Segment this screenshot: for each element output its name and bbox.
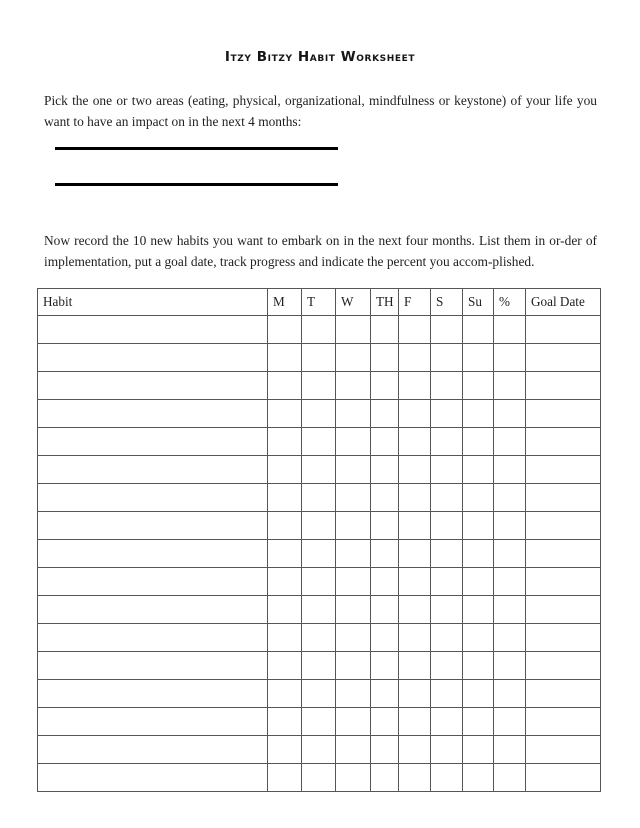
cell-goal-date[interactable] <box>526 680 601 708</box>
column-header-monday: M <box>268 289 302 316</box>
cell-saturday[interactable] <box>431 596 463 624</box>
column-header-habit: Habit <box>38 289 268 316</box>
table-row <box>38 596 601 624</box>
cell-goal-date[interactable] <box>526 428 601 456</box>
cell-tuesday[interactable] <box>302 344 336 372</box>
habit-table-body <box>38 316 601 792</box>
cell-tuesday[interactable] <box>302 736 336 764</box>
cell-habit[interactable] <box>38 428 268 456</box>
cell-monday[interactable] <box>268 400 302 428</box>
cell-monday[interactable] <box>268 764 302 792</box>
table-row <box>38 316 601 344</box>
instruction-paragraph: Now record the 10 new habits you want to embark on in the next four months. List them in or-der of implementation, put a goal date, track progress and indicate the percent you accom-plished. <box>44 233 597 269</box>
table-row <box>38 400 601 428</box>
cell-goal-date[interactable] <box>526 652 601 680</box>
cell-percent[interactable] <box>494 708 526 736</box>
cell-wednesday[interactable] <box>336 428 371 456</box>
cell-tuesday[interactable] <box>302 372 336 400</box>
cell-friday[interactable] <box>399 680 431 708</box>
cell-habit[interactable] <box>38 652 268 680</box>
cell-percent[interactable] <box>494 680 526 708</box>
cell-thursday[interactable] <box>371 512 399 540</box>
cell-thursday[interactable] <box>371 540 399 568</box>
table-row <box>38 344 601 372</box>
cell-tuesday[interactable] <box>302 400 336 428</box>
habit-table <box>37 288 601 792</box>
cell-monday[interactable] <box>268 316 302 344</box>
cell-sunday[interactable] <box>463 484 494 512</box>
cell-percent[interactable] <box>494 484 526 512</box>
cell-friday[interactable] <box>399 428 431 456</box>
table-row <box>38 624 601 652</box>
cell-friday[interactable] <box>399 400 431 428</box>
cell-tuesday[interactable] <box>302 596 336 624</box>
cell-goal-date[interactable] <box>526 736 601 764</box>
cell-habit[interactable] <box>38 596 268 624</box>
cell-wednesday[interactable] <box>336 400 371 428</box>
table-row <box>38 456 601 484</box>
cell-goal-date[interactable] <box>526 484 601 512</box>
cell-sunday[interactable] <box>463 736 494 764</box>
cell-friday[interactable] <box>399 736 431 764</box>
cell-sunday[interactable] <box>463 624 494 652</box>
cell-goal-date[interactable] <box>526 344 601 372</box>
cell-thursday[interactable] <box>371 316 399 344</box>
cell-habit[interactable] <box>38 316 268 344</box>
cell-sunday[interactable] <box>463 512 494 540</box>
cell-habit[interactable] <box>38 400 268 428</box>
cell-saturday[interactable] <box>431 680 463 708</box>
cell-goal-date[interactable] <box>526 596 601 624</box>
cell-percent[interactable] <box>494 764 526 792</box>
cell-thursday[interactable] <box>371 344 399 372</box>
cell-habit[interactable] <box>38 680 268 708</box>
cell-thursday[interactable] <box>371 372 399 400</box>
cell-friday[interactable] <box>399 344 431 372</box>
cell-thursday[interactable] <box>371 596 399 624</box>
cell-saturday[interactable] <box>431 372 463 400</box>
cell-monday[interactable] <box>268 652 302 680</box>
cell-habit[interactable] <box>38 512 268 540</box>
table-row <box>38 428 601 456</box>
cell-goal-date[interactable] <box>526 400 601 428</box>
cell-thursday[interactable] <box>371 680 399 708</box>
table-row <box>38 568 601 596</box>
cell-wednesday[interactable] <box>336 736 371 764</box>
cell-saturday[interactable] <box>431 708 463 736</box>
cell-tuesday[interactable] <box>302 428 336 456</box>
column-header-tuesday: T <box>302 289 336 316</box>
cell-percent[interactable] <box>494 428 526 456</box>
cell-wednesday[interactable] <box>336 568 371 596</box>
cell-friday[interactable] <box>399 708 431 736</box>
table-row <box>38 540 601 568</box>
cell-monday[interactable] <box>268 428 302 456</box>
cell-friday[interactable] <box>399 316 431 344</box>
intro-paragraph: Pick the one or two areas (eating, physical, organizational, mindfulness or keystone) of your life you want to have an impact on in the next 4 months: <box>44 93 597 129</box>
cell-wednesday[interactable] <box>336 512 371 540</box>
cell-friday[interactable] <box>399 512 431 540</box>
cell-thursday[interactable] <box>371 400 399 428</box>
cell-monday[interactable] <box>268 372 302 400</box>
cell-wednesday[interactable] <box>336 344 371 372</box>
cell-goal-date[interactable] <box>526 764 601 792</box>
column-header-wednesday: W <box>336 289 371 316</box>
cell-thursday[interactable] <box>371 736 399 764</box>
table-row <box>38 708 601 736</box>
cell-wednesday[interactable] <box>336 540 371 568</box>
cell-monday[interactable] <box>268 624 302 652</box>
cell-percent[interactable] <box>494 344 526 372</box>
cell-monday[interactable] <box>268 484 302 512</box>
page-title: Itzy Bitzy Habit Worksheet <box>224 49 416 66</box>
cell-saturday[interactable] <box>431 428 463 456</box>
cell-thursday[interactable] <box>371 568 399 596</box>
cell-monday[interactable] <box>268 568 302 596</box>
column-header-thursday: TH <box>371 289 399 316</box>
cell-saturday[interactable] <box>431 512 463 540</box>
cell-sunday[interactable] <box>463 764 494 792</box>
cell-habit[interactable] <box>38 736 268 764</box>
cell-wednesday[interactable] <box>336 596 371 624</box>
cell-percent[interactable] <box>494 596 526 624</box>
cell-sunday[interactable] <box>463 316 494 344</box>
cell-tuesday[interactable] <box>302 456 336 484</box>
cell-habit[interactable] <box>38 764 268 792</box>
cell-sunday[interactable] <box>463 708 494 736</box>
column-header-saturday: S <box>431 289 463 316</box>
cell-tuesday[interactable] <box>302 624 336 652</box>
column-header-sunday: Su <box>463 289 494 316</box>
cell-wednesday[interactable] <box>336 764 371 792</box>
cell-habit[interactable] <box>38 568 268 596</box>
cell-goal-date[interactable] <box>526 512 601 540</box>
cell-friday[interactable] <box>399 372 431 400</box>
cell-thursday[interactable] <box>371 456 399 484</box>
cell-thursday[interactable] <box>371 708 399 736</box>
table-row <box>38 764 601 792</box>
cell-habit[interactable] <box>38 344 268 372</box>
cell-thursday[interactable] <box>371 652 399 680</box>
cell-saturday[interactable] <box>431 456 463 484</box>
cell-saturday[interactable] <box>431 540 463 568</box>
cell-sunday[interactable] <box>463 456 494 484</box>
cell-habit[interactable] <box>38 708 268 736</box>
cell-habit[interactable] <box>38 456 268 484</box>
cell-sunday[interactable] <box>463 568 494 596</box>
cell-wednesday[interactable] <box>336 456 371 484</box>
cell-tuesday[interactable] <box>302 652 336 680</box>
cell-sunday[interactable] <box>463 652 494 680</box>
cell-tuesday[interactable] <box>302 540 336 568</box>
cell-sunday[interactable] <box>463 596 494 624</box>
cell-goal-date[interactable] <box>526 316 601 344</box>
cell-monday[interactable] <box>268 456 302 484</box>
cell-tuesday[interactable] <box>302 764 336 792</box>
column-header-friday: F <box>399 289 431 316</box>
cell-sunday[interactable] <box>463 372 494 400</box>
column-header-percent: % <box>494 289 526 316</box>
cell-saturday[interactable] <box>431 316 463 344</box>
cell-thursday[interactable] <box>371 428 399 456</box>
cell-wednesday[interactable] <box>336 624 371 652</box>
answer-line-2[interactable] <box>55 183 338 186</box>
cell-monday[interactable] <box>268 512 302 540</box>
cell-percent[interactable] <box>494 316 526 344</box>
cell-saturday[interactable] <box>431 624 463 652</box>
table-header-row <box>38 289 601 316</box>
table-row <box>38 736 601 764</box>
cell-monday[interactable] <box>268 736 302 764</box>
cell-percent[interactable] <box>494 456 526 484</box>
table-row <box>38 372 601 400</box>
cell-friday[interactable] <box>399 764 431 792</box>
cell-friday[interactable] <box>399 652 431 680</box>
cell-wednesday[interactable] <box>336 680 371 708</box>
cell-friday[interactable] <box>399 484 431 512</box>
cell-friday[interactable] <box>399 568 431 596</box>
cell-monday[interactable] <box>268 344 302 372</box>
cell-saturday[interactable] <box>431 736 463 764</box>
cell-saturday[interactable] <box>431 344 463 372</box>
table-row <box>38 680 601 708</box>
cell-sunday[interactable] <box>463 400 494 428</box>
cell-saturday[interactable] <box>431 400 463 428</box>
cell-tuesday[interactable] <box>302 680 336 708</box>
cell-monday[interactable] <box>268 596 302 624</box>
cell-monday[interactable] <box>268 540 302 568</box>
column-header-goal-date: Goal Date <box>526 289 601 316</box>
cell-goal-date[interactable] <box>526 540 601 568</box>
cell-wednesday[interactable] <box>336 484 371 512</box>
cell-habit[interactable] <box>38 372 268 400</box>
cell-habit[interactable] <box>38 484 268 512</box>
cell-goal-date[interactable] <box>526 372 601 400</box>
cell-percent[interactable] <box>494 540 526 568</box>
cell-friday[interactable] <box>399 624 431 652</box>
cell-percent[interactable] <box>494 652 526 680</box>
cell-tuesday[interactable] <box>302 512 336 540</box>
table-row <box>38 484 601 512</box>
cell-sunday[interactable] <box>463 344 494 372</box>
cell-sunday[interactable] <box>463 540 494 568</box>
cell-saturday[interactable] <box>431 652 463 680</box>
cell-percent[interactable] <box>494 736 526 764</box>
cell-tuesday[interactable] <box>302 708 336 736</box>
cell-goal-date[interactable] <box>526 456 601 484</box>
answer-line-1[interactable] <box>55 147 338 150</box>
cell-sunday[interactable] <box>463 428 494 456</box>
cell-sunday[interactable] <box>463 680 494 708</box>
cell-monday[interactable] <box>268 680 302 708</box>
cell-wednesday[interactable] <box>336 652 371 680</box>
cell-saturday[interactable] <box>431 764 463 792</box>
cell-friday[interactable] <box>399 596 431 624</box>
cell-wednesday[interactable] <box>336 316 371 344</box>
cell-tuesday[interactable] <box>302 316 336 344</box>
cell-habit[interactable] <box>38 624 268 652</box>
cell-goal-date[interactable] <box>526 708 601 736</box>
cell-percent[interactable] <box>494 372 526 400</box>
cell-wednesday[interactable] <box>336 372 371 400</box>
cell-percent[interactable] <box>494 568 526 596</box>
cell-goal-date[interactable] <box>526 568 601 596</box>
cell-percent[interactable] <box>494 624 526 652</box>
cell-monday[interactable] <box>268 708 302 736</box>
table-row <box>38 512 601 540</box>
cell-percent[interactable] <box>494 512 526 540</box>
cell-saturday[interactable] <box>431 568 463 596</box>
cell-friday[interactable] <box>399 540 431 568</box>
cell-tuesday[interactable] <box>302 568 336 596</box>
cell-friday[interactable] <box>399 456 431 484</box>
cell-thursday[interactable] <box>371 764 399 792</box>
cell-thursday[interactable] <box>371 624 399 652</box>
cell-wednesday[interactable] <box>336 708 371 736</box>
cell-tuesday[interactable] <box>302 484 336 512</box>
cell-saturday[interactable] <box>431 484 463 512</box>
table-row <box>38 652 601 680</box>
cell-goal-date[interactable] <box>526 624 601 652</box>
cell-thursday[interactable] <box>371 484 399 512</box>
cell-percent[interactable] <box>494 400 526 428</box>
cell-habit[interactable] <box>38 540 268 568</box>
